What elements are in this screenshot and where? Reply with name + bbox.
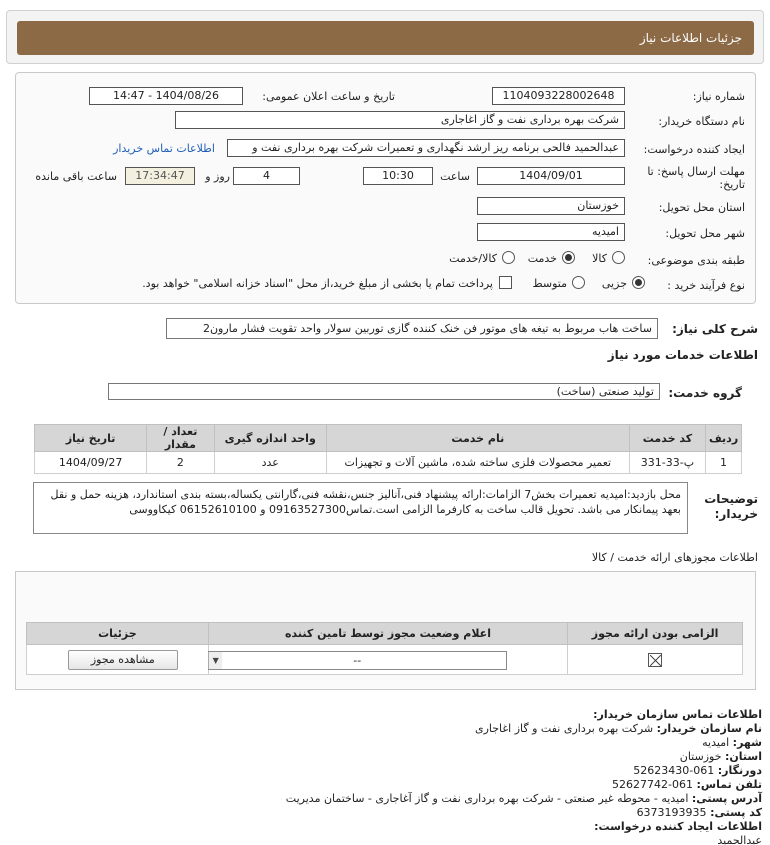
cell-service-code: پ-33-331 (629, 452, 705, 474)
contact-org-row (10, 722, 762, 736)
category-option-service: خدمت (527, 252, 557, 265)
days-field[interactable]: 4 (233, 167, 300, 185)
process-option-minor: جزیی (601, 277, 627, 290)
creator-field[interactable]: عبدالحمید فالحی برنامه ریز ارشد نگهداری و تعمیرات شرکت بهره برداری نفت و (227, 139, 625, 157)
cell-service-name: تعمیر محصولات فلزی ساخته شده، ماشین آلات و تجهیزات (326, 452, 629, 474)
contact-address-label: آدرس پستی: (691, 792, 762, 805)
announce-field[interactable]: 1404/08/26 - 14:47 (89, 87, 243, 105)
licenses-table (26, 622, 743, 675)
need-number-field[interactable]: 1104093228002648 (492, 87, 625, 105)
col-license-required: الزامی بودن ارائه مجوز (568, 623, 743, 645)
contact-fax-label: دورنگار: (717, 764, 762, 777)
table-row (27, 645, 743, 675)
services-table (34, 424, 742, 474)
category-radio-service[interactable] (562, 251, 575, 264)
contact-org: شرکت بهره برداری نفت و گاز اغاجاری (474, 722, 654, 735)
creator-label: ایجاد کننده درخواست: (643, 143, 745, 156)
cell-license-details (27, 645, 209, 675)
col-license-details: جزئیات (27, 623, 209, 645)
table-row (35, 452, 742, 474)
license-required-checkbox[interactable] (648, 653, 662, 667)
contact-fax-row (10, 764, 762, 778)
col-service-name: نام خدمت (326, 425, 629, 452)
cell-license-status (208, 645, 567, 675)
contact-fax: 061-52623430 (633, 764, 715, 777)
process-option-medium: متوسط (532, 277, 567, 290)
contact-phone-label: تلفن تماس: (696, 778, 762, 791)
description-label: شرح کلی نیاز: (672, 322, 758, 336)
page-title: جزئیات اطلاعات نیاز (17, 21, 754, 55)
licenses-panel (15, 571, 756, 690)
creator-heading: اطلاعات ایجاد کننده درخواست: (594, 820, 762, 833)
cell-need-date: 1404/09/27 (35, 452, 147, 474)
need-number-label: شماره نیاز: (692, 90, 745, 103)
col-license-status: اعلام وضعیت مجوز توسط تامین کننده (208, 623, 567, 645)
remaining-time-field: 17:34:47 (125, 167, 195, 185)
header-frame (6, 10, 764, 64)
service-group-field: تولید صنعتی (ساخت) (108, 383, 660, 400)
process-radio-medium[interactable] (572, 276, 585, 289)
treasury-payment-checkbox[interactable] (499, 276, 512, 289)
notes-label: توضیحات خریدار: (704, 492, 758, 521)
remaining-label: ساعت باقی مانده (35, 170, 117, 183)
chevron-down-icon: ▼ (208, 652, 222, 669)
cell-quantity: 2 (147, 452, 214, 474)
deadline-date-field[interactable]: 1404/09/01 (477, 167, 625, 185)
category-radio-goods[interactable] (612, 251, 625, 264)
category-option-both: کالا/خدمت (449, 252, 497, 265)
service-group-label: گروه خدمت: (668, 386, 742, 400)
contact-province-label: استان: (725, 750, 762, 763)
category-label: طبقه بندی موضوعی: (647, 254, 745, 267)
buyer-contact-link[interactable]: اطلاعات تماس خریدار (113, 142, 215, 155)
col-need-date: تاریخ نیاز (35, 425, 147, 452)
col-quantity: تعداد / مقدار (147, 425, 214, 452)
need-details-panel (15, 72, 756, 304)
licenses-title: اطلاعات مجوزهای ارائه خدمت / کالا (591, 551, 758, 564)
deadline-label: مهلت ارسال پاسخ: تا تاریخ: (647, 165, 745, 191)
contact-province: خوزستان (679, 750, 722, 763)
province-field[interactable]: خوزستان (477, 197, 625, 215)
contact-city-row (10, 736, 762, 750)
contact-city-label: شهر: (732, 736, 762, 749)
process-radio-minor[interactable] (632, 276, 645, 289)
contact-address: امیدیه - محوطه غیر صنعتی - شرکت بهره برداری نفت و گاز آغاجاری - ساختمان مدیریت (285, 792, 689, 805)
treasury-payment-note: پرداخت تمام یا بخشی از مبلغ خرید،از محل "اسناد خزانه اسلامی" خواهد بود. (142, 277, 493, 290)
description-field: ساخت هاب مربوط به تیغه های موتور فن خنک کننده گازی توربین سولار واحد تقویت فشار مارون2 (166, 318, 658, 339)
notes-field: محل بازدید:امیدیه تعمیرات بخش7 الزامات:ارائه پیشنهاد فنی،آنالیز جنس،نقشه فنی،گارانتی یکساله،بسته بندی استاندارد، هزینه حمل و نقل بعهد پیمانکار می باشد. تحویل قالب ساخت به کارفرما الزامی است.تماس09163527300 و 06152610100 کیکاووسی (33, 482, 688, 534)
buyer-contact-info (10, 708, 762, 845)
col-unit: واحد اندازه گیری (214, 425, 326, 452)
contact-address-row (10, 792, 762, 806)
col-row: ردیف (706, 425, 742, 452)
cell-unit: عدد (214, 452, 326, 474)
contact-phone-row (10, 778, 762, 792)
creator-name: عبدالحمید (717, 834, 762, 845)
col-service-code: کد خدمت (629, 425, 705, 452)
city-field[interactable]: امیدیه (477, 223, 625, 241)
contact-postal-row (10, 806, 762, 820)
buyer-org-label: نام دستگاه خریدار: (658, 115, 745, 128)
contact-org-label: نام سازمان خریدار: (656, 722, 762, 735)
category-option-goods: کالا (592, 252, 607, 265)
process-label: نوع فرآیند خرید : (667, 279, 745, 292)
contact-phone: 061-52627742 (612, 778, 694, 791)
services-title: اطلاعات خدمات مورد نیاز (607, 348, 758, 362)
province-label: استان محل تحویل: (658, 201, 745, 214)
contact-heading: اطلاعات تماس سازمان خریدار: (593, 708, 762, 721)
deadline-time-label: ساعت (440, 170, 470, 183)
license-status-select[interactable] (207, 651, 507, 670)
category-radio-both[interactable] (502, 251, 515, 264)
license-status-value: -- (353, 654, 362, 667)
contact-city: امیدیه (702, 736, 730, 749)
buyer-org-field[interactable]: شرکت بهره برداری نفت و گاز اغاجاری (175, 111, 625, 129)
announce-label: تاریخ و ساعت اعلان عمومی: (262, 90, 395, 103)
days-label: روز و (205, 170, 230, 183)
contact-postal-label: کد پستی: (710, 806, 762, 819)
contact-province-row (10, 750, 762, 764)
cell-license-required (568, 645, 743, 675)
deadline-time-field[interactable]: 10:30 (363, 167, 433, 185)
contact-postal: 6373193935 (636, 806, 707, 819)
cell-row: 1 (706, 452, 742, 474)
city-label: شهر محل تحویل: (665, 227, 745, 240)
view-license-button[interactable]: مشاهده مجوز (68, 650, 178, 670)
